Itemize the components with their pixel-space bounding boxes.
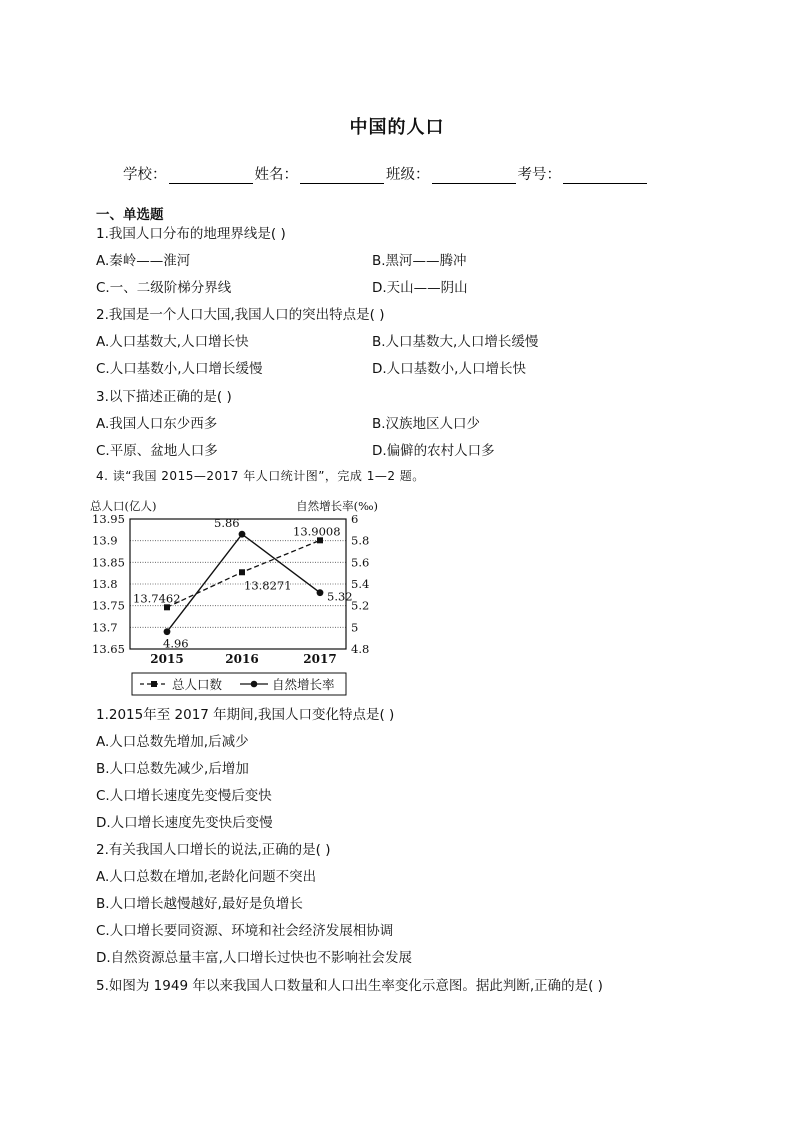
question-1-option-b[interactable]: B.黑河——腾冲 — [372, 253, 467, 269]
subquestion-1-option-d[interactable]: D.人口增长速度先变快后变慢 — [96, 815, 273, 831]
subquestion-2-option-b[interactable]: B.人口增长越慢越好,最好是负增长 — [96, 896, 303, 912]
total-population-point — [239, 569, 245, 575]
left-tick-label: 13.8 — [92, 577, 118, 591]
question-3-option-c[interactable]: C.平原、盆地人口多 — [96, 443, 218, 459]
school-label: 学校： — [123, 167, 167, 183]
question-3-stem: 3.以下描述正确的是( ) — [96, 389, 232, 405]
growth-rate-point — [317, 589, 324, 596]
right-tick-label: 4.8 — [351, 642, 370, 656]
left-tick-label: 13.9 — [92, 533, 118, 548]
right-axis-title: 自然增长率(‰) — [296, 499, 378, 513]
right-tick-label: 5.8 — [351, 533, 370, 548]
name-field[interactable] — [300, 166, 384, 184]
question-4-stem: 4. 读“我国 2015—2017 年人口统计图”，完成 1—2 题。 — [96, 469, 425, 483]
question-1-stem: 1.我国人口分布的地理界线是( ) — [96, 226, 286, 242]
question-5-stem: 5.如图为 1949 年以来我国人口数量和人口出生率变化示意图。据此判断,正确的是( ) — [96, 978, 603, 994]
x-tick-label: 2015 — [150, 652, 184, 666]
class-field[interactable] — [432, 166, 516, 184]
question-2-option-d[interactable]: D.人口基数小,人口增长快 — [372, 361, 526, 377]
left-axis-title: 总人口(亿人) — [90, 499, 157, 513]
question-2-option-b[interactable]: B.人口基数大,人口增长缓慢 — [372, 334, 539, 350]
right-tick-label: 5 — [351, 620, 359, 635]
total-population-data-label: 13.7462 — [133, 591, 181, 606]
exam-number-label: 考号： — [517, 167, 561, 183]
subquestion-1-option-b[interactable]: B.人口总数先减少,后增加 — [96, 761, 249, 777]
right-tick-label: 5.2 — [351, 598, 370, 613]
total-population-data-label: 13.9008 — [293, 524, 341, 539]
left-tick-label: 13.85 — [92, 555, 125, 570]
left-tick-label: 13.95 — [92, 512, 125, 526]
left-tick-label: 13.7 — [92, 620, 118, 635]
exam-number-field[interactable] — [563, 166, 647, 184]
legend-growth-rate-label: 自然增长率 — [272, 677, 335, 692]
school-field[interactable] — [169, 166, 253, 184]
subquestion-2-option-d[interactable]: D.自然资源总量丰富,人口增长过快也不影响社会发展 — [96, 950, 412, 966]
growth-rate-data-label: 4.96 — [163, 636, 189, 651]
student-info-row — [123, 163, 649, 184]
growth-rate-point — [164, 628, 171, 635]
subquestion-2-option-a[interactable]: A.人口总数在增加,老龄化问题不突出 — [96, 869, 317, 885]
subquestion-2-stem: 2.有关我国人口增长的说法,正确的是( ) — [96, 842, 331, 858]
left-tick-label: 13.75 — [92, 598, 125, 613]
subquestion-1-option-a[interactable]: A.人口总数先增加,后减少 — [96, 734, 249, 750]
growth-rate-data-label: 5.86 — [214, 516, 240, 531]
subquestion-1-option-c[interactable]: C.人口增长速度先变慢后变快 — [96, 788, 272, 804]
x-tick-label: 2016 — [225, 652, 259, 666]
growth-rate-point — [239, 531, 246, 538]
left-tick-label: 13.65 — [92, 642, 125, 656]
subquestion-2-option-c[interactable]: C.人口增长要同资源、环境和社会经济发展相协调 — [96, 923, 394, 939]
question-2-option-c[interactable]: C.人口基数小,人口增长缓慢 — [96, 361, 263, 377]
class-label: 班级： — [386, 167, 430, 183]
population-chart — [90, 497, 390, 703]
name-label: 姓名： — [254, 167, 298, 183]
question-2-option-a[interactable]: A.人口基数大,人口增长快 — [96, 334, 249, 350]
right-tick-label: 6 — [351, 512, 359, 526]
question-3-option-b[interactable]: B.汉族地区人口少 — [372, 416, 481, 432]
legend-growth-rate-marker — [251, 681, 258, 688]
page-title: 中国的人口 — [349, 117, 445, 138]
legend-total-population-label: 总人口数 — [172, 677, 223, 692]
x-tick-label: 2017 — [303, 652, 337, 666]
legend-total-population-marker — [151, 681, 157, 687]
growth-rate-data-label: 5.32 — [327, 589, 353, 604]
question-3-option-a[interactable]: A.我国人口东少西多 — [96, 416, 218, 432]
question-3-option-d[interactable]: D.偏僻的农村人口多 — [372, 443, 495, 459]
question-1-option-c[interactable]: C.一、二级阶梯分界线 — [96, 280, 232, 296]
right-tick-label: 5.6 — [351, 555, 370, 570]
question-1-option-d[interactable]: D.天山——阴山 — [372, 280, 468, 296]
question-1-option-a[interactable]: A.秦岭——淮河 — [96, 253, 191, 269]
question-2-stem: 2.我国是一个人口大国,我国人口的突出特点是( ) — [96, 307, 385, 323]
population-chart-svg — [90, 497, 390, 699]
subquestion-1-stem: 1.2015年至 2017 年期间,我国人口变化特点是( ) — [96, 707, 395, 723]
section-heading: 一、单选题 — [96, 207, 164, 223]
total-population-data-label: 13.8271 — [244, 578, 292, 593]
right-tick-label: 5.4 — [351, 577, 370, 591]
